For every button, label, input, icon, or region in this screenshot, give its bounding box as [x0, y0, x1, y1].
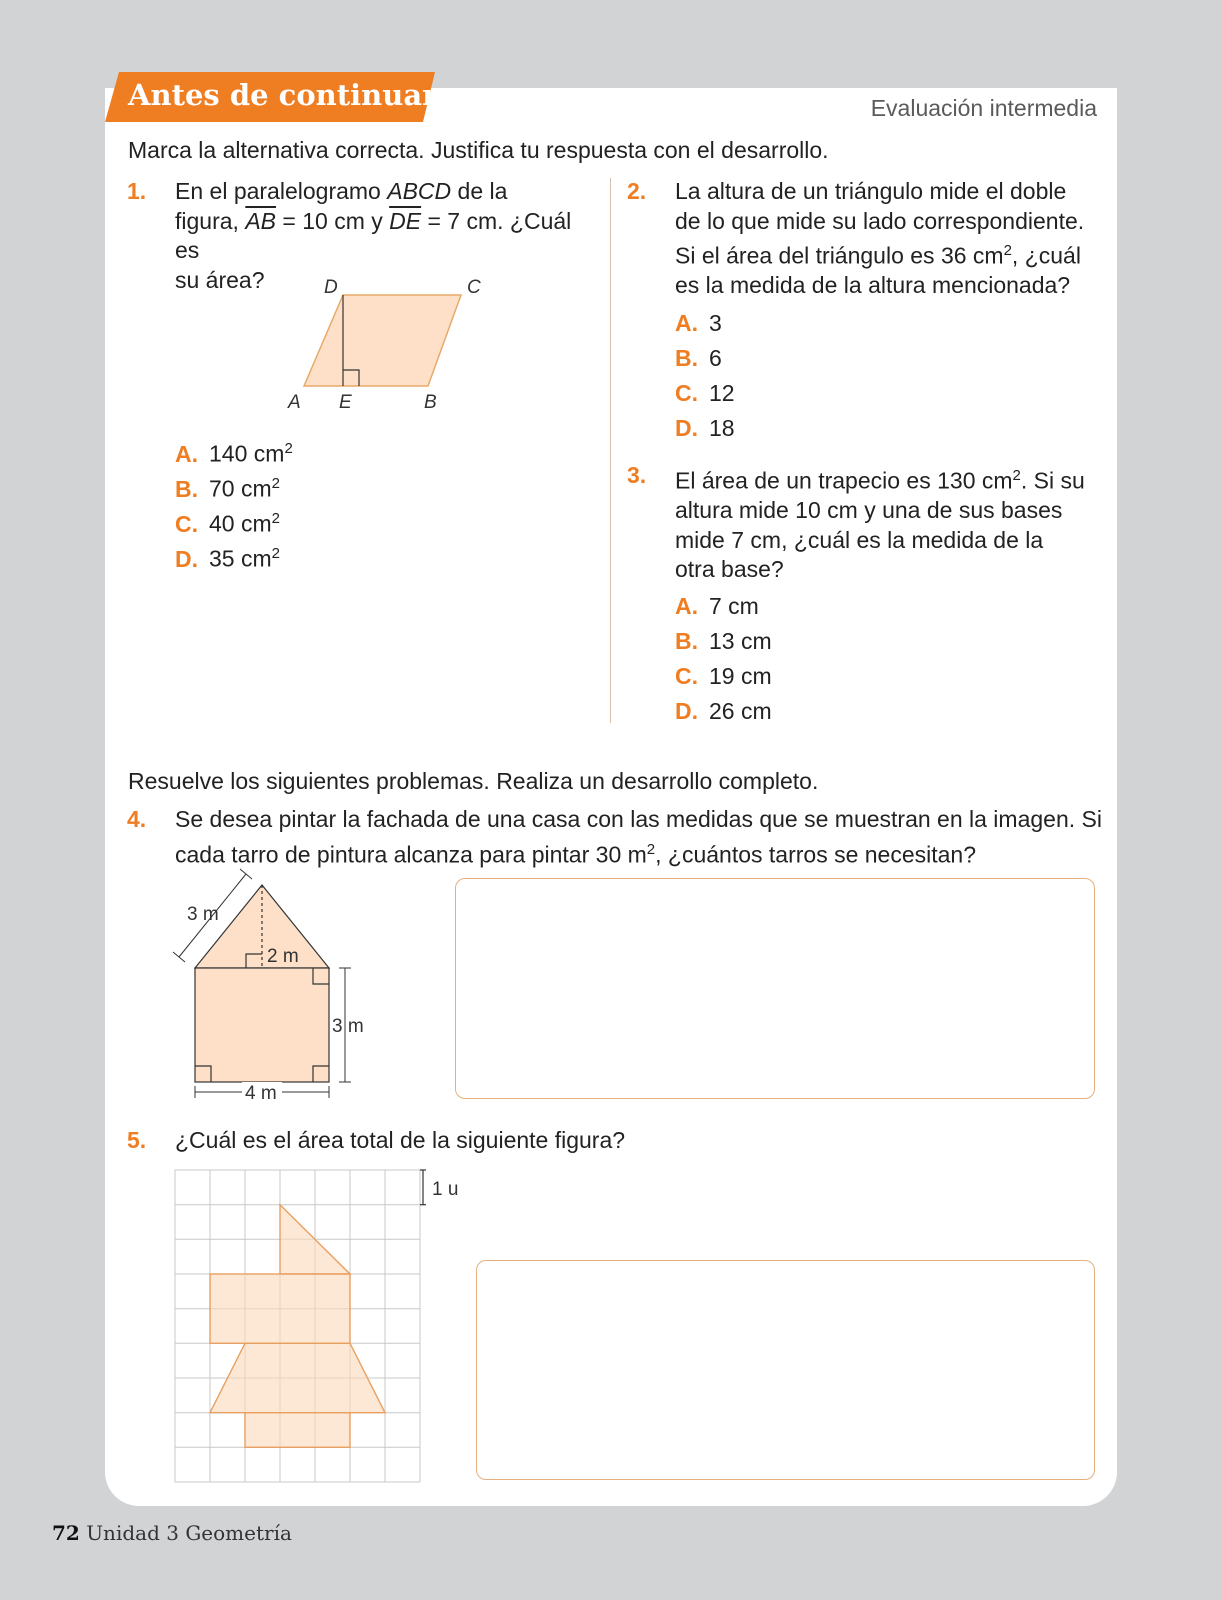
- q1-text: En el paralelogramo ABCD de la figura, $\overline{AB} = 10$ cm y $\overline{DE} = 7$ cm. ¿Cuál es su área?: [175, 178, 572, 293]
- q3-option-c[interactable]: C. 19 cm: [675, 663, 772, 689]
- roof-side-tick-2: [240, 869, 252, 879]
- roof-height-label: 2 m: [267, 946, 299, 967]
- section-title: Antes de continuar: [128, 78, 438, 112]
- q1-option-c[interactable]: C. 40 $cm^2$: [175, 510, 280, 537]
- roof-side-label: 3 m: [187, 904, 219, 925]
- wall-height-label: 3 m: [332, 1016, 364, 1037]
- label-c: C: [467, 277, 481, 298]
- q4-number: 4.: [127, 806, 147, 832]
- figure-bottom-rectangle: [245, 1413, 350, 1448]
- section-subtitle: Evaluación intermedia: [870, 95, 1097, 121]
- instructions-2: Resuelve los siguientes problemas. Realiza un desarrollo completo.: [128, 768, 819, 794]
- q3-text: El área de un trapecio es 130 $cm^2$. Si su altura mide 10 cm y una de sus bases mide 7 cm, ¿cuál es la medida de la otra base?: [675, 467, 1085, 583]
- q4-answer-box[interactable]: [455, 878, 1095, 1099]
- grid-figure: [170, 1165, 470, 1485]
- q3-option-b[interactable]: B. 13 cm: [675, 628, 772, 654]
- q5-text: ¿Cuál es el área total de la siguiente figura?: [175, 1127, 626, 1153]
- q2-option-c[interactable]: C. 12: [675, 380, 735, 406]
- label-b: B: [424, 392, 437, 413]
- column-divider: [610, 178, 611, 723]
- figure-middle-rectangle: [210, 1274, 350, 1343]
- q1-number: 1.: [127, 178, 147, 204]
- q2-number: 2.: [627, 178, 647, 204]
- label-d: D: [324, 277, 338, 298]
- q5-answer-box[interactable]: [476, 1260, 1095, 1480]
- q2-option-b[interactable]: B. 6: [675, 345, 722, 371]
- unit-scale-label: 1 u: [432, 1179, 459, 1200]
- house-facade-figure: [165, 865, 380, 1105]
- q5-number: 5.: [127, 1127, 147, 1153]
- q2-option-a[interactable]: A. 3: [675, 310, 722, 336]
- page-footer: [52, 1521, 292, 1545]
- q2-text: La altura de un triángulo mide el doble de lo que mide su lado correspondiente. Si el área del triángulo es 36 $cm^2$, ¿cuál es la medida de la altura mencionada?: [675, 178, 1085, 299]
- instructions-1: Marca la alternativa correcta. Justifica tu respuesta con el desarrollo.: [128, 137, 829, 163]
- q1-option-a[interactable]: A. 140 $cm^2$: [175, 440, 293, 467]
- roof-side-tick-1: [173, 952, 185, 962]
- q1-option-d[interactable]: D. 35 $cm^2$: [175, 545, 280, 572]
- q4-text: Se desea pintar la fachada de una casa con las medidas que se muestran en la imagen. Si cada tarro de pintura alcanza para pintar 30 $m^2$, ¿cuántos tarros se necesitan?: [175, 806, 1102, 868]
- figure-trapezoid: [210, 1343, 385, 1412]
- label-a: A: [288, 392, 301, 413]
- label-e: E: [339, 392, 352, 413]
- parallelogram-figure: [280, 275, 500, 415]
- unit-name: Unidad 3: [86, 1521, 179, 1545]
- topic-name: Geometría: [185, 1521, 292, 1545]
- q3-option-d[interactable]: D. 26 cm: [675, 698, 772, 724]
- q3-number: 3.: [627, 462, 647, 488]
- page-number: 72: [52, 1521, 80, 1545]
- parallelogram-abcd: [304, 295, 461, 386]
- q1-option-b[interactable]: B. 70 $cm^2$: [175, 475, 280, 502]
- q2-option-d[interactable]: D. 18: [675, 415, 735, 441]
- base-label: 4 m: [245, 1083, 277, 1104]
- house-wall-square: [195, 968, 329, 1082]
- q3-option-a[interactable]: A. 7 cm: [675, 593, 759, 619]
